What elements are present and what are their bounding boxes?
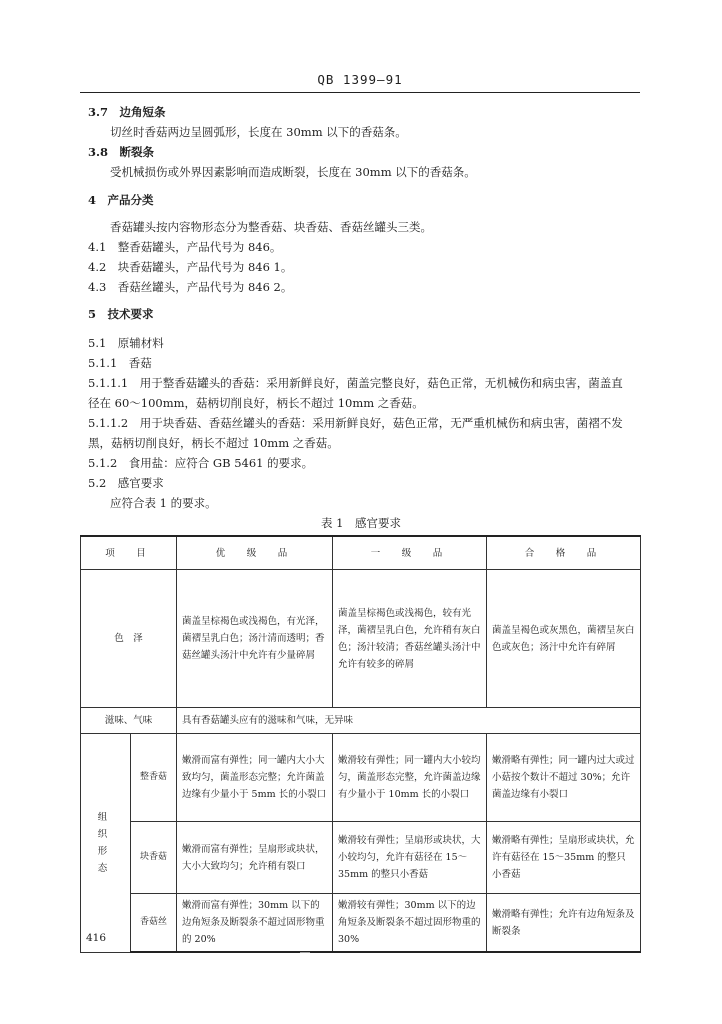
section-4-1: 4.1 整香菇罐头，产品代号为 846。: [88, 240, 282, 254]
section-5-1: 5.1 原辅材料: [88, 336, 164, 350]
table-caption: 表 1 感官要求: [321, 516, 401, 530]
header-qualified: 合 格 品: [487, 536, 641, 570]
form-shred-qualified: 嫩滑略有弹性；允许有边角短条及断裂条: [487, 894, 641, 953]
form-whole-label: 整香菇: [131, 734, 177, 822]
table-header-row: [81, 536, 641, 570]
section-4-title: 4 产品分类: [88, 193, 154, 207]
scan-mark: [300, 952, 310, 953]
standard-code-header: QB 1399—91: [317, 72, 403, 87]
color-excellent: 菌盖呈棕褐色或浅褐色，有光泽，菌褶呈乳白色；汤汁清而透明；香菇丝罐头汤汁中允许有少量碎屑: [177, 570, 333, 708]
section-4-body: 香菇罐头按内容物形态分为整香菇、块香菇、香菇丝罐头三类。: [110, 220, 432, 234]
row-color: [81, 570, 641, 708]
form-whole-first: 嫩滑较有弹性；同一罐内大小较均匀，菌盖形态完整，允许菌盖边缘有少量小于 10mm 长的小裂口: [333, 734, 487, 822]
row-color-label: 色 泽: [81, 570, 177, 708]
row-flavor-label: 滋味、气味: [81, 708, 177, 734]
section-3-8-title: 3.8 断裂条: [88, 145, 155, 159]
section-3-7-body: 切丝时香菇两边呈圆弧形，长度在 30mm 以下的香菇条。: [110, 125, 407, 139]
section-5-1-1-2-line2: 黑，菇柄切削良好，柄长不超过 10mm 之香菇。: [88, 436, 339, 450]
row-form-block: [81, 822, 641, 894]
header-excellent: 优 级 品: [177, 536, 333, 570]
page-number: 416: [86, 932, 107, 944]
color-qualified: 菌盖呈褐色或灰黑色，菌褶呈灰白色或灰色；汤汁中允许有碎屑: [487, 570, 641, 708]
section-4-2: 4.2 块香菇罐头，产品代号为 846 1。: [88, 260, 293, 274]
row-form-whole: [81, 734, 641, 822]
form-shred-excellent: 嫩滑而富有弹性；30mm 以下的边角短条及断裂条不超过固形物重的 20%: [177, 894, 333, 953]
form-block-label: 块香菇: [131, 822, 177, 894]
section-5-2-body: 应符合表 1 的要求。: [110, 496, 217, 510]
section-5-1-1-1-line1: 5.1.1.1 用于整香菇罐头的香菇：采用新鲜良好，菌盖完整良好，菇色正常，无机械伤和病虫害，菌盖直: [88, 376, 623, 390]
form-shred-label: 香菇丝: [131, 894, 177, 953]
form-block-first: 嫩滑较有弹性；呈扇形或块状，大小较均匀，允许有菇径在 15～35mm 的整只小香菇: [333, 822, 487, 894]
form-whole-excellent: 嫩滑而富有弹性；同一罐内大小大致均匀，菌盖形态完整；允许菌盖边缘有少量小于 5mm 长的小裂口: [177, 734, 333, 822]
section-5-1-1: 5.1.1 香菇: [88, 356, 152, 370]
row-flavor: [81, 708, 641, 734]
section-3-7-title: 3.7 边角短条: [88, 105, 166, 119]
section-3-8-body: 受机械损伤或外界因素影响而造成断裂，长度在 30mm 以下的香菇条。: [110, 165, 476, 179]
form-block-excellent: 嫩滑而富有弹性；呈扇形或块状，大小大致均匀；允许稍有裂口: [177, 822, 333, 894]
section-5-1-1-2-line1: 5.1.1.2 用于块香菇、香菇丝罐头的香菇：采用新鲜良好，菇色正常，无严重机械伤和病虫害，菌褶不发: [88, 416, 623, 430]
color-first: 菌盖呈棕褐色或浅褐色，较有光泽，菌褶呈乳白色，允许稍有灰白色；汤汁较清；香菇丝罐头汤汁中允许有较多的碎屑: [333, 570, 487, 708]
sensory-requirements-table: [80, 535, 641, 953]
header-first: 一 级 品: [333, 536, 487, 570]
section-5-1-2: 5.1.2 食用盐：应符合 GB 5461 的要求。: [88, 456, 314, 470]
section-5-title: 5 技术要求: [88, 307, 154, 321]
section-5-1-1-1-line2: 径在 60～100mm，菇柄切削良好，柄长不超过 10mm 之香菇。: [88, 396, 424, 410]
section-4-3: 4.3 香菇丝罐头，产品代号为 846 2。: [88, 280, 293, 294]
section-5-2: 5.2 感官要求: [88, 476, 164, 490]
row-form-label: 组 织 形 态: [81, 734, 131, 953]
header-item: 项 目: [81, 536, 177, 570]
row-form-shred: [81, 894, 641, 953]
form-shred-first: 嫩滑较有弹性；30mm 以下的边角短条及断裂条不超过固形物重的 30%: [333, 894, 487, 953]
form-block-qualified: 嫩滑略有弹性；呈扇形或块状，允许有菇径在 15～35mm 的整只小香菇: [487, 822, 641, 894]
flavor-text: 具有香菇罐头应有的滋味和气味，无异味: [177, 708, 641, 734]
header-rule: [80, 92, 640, 93]
form-whole-qualified: 嫩滑略有弹性；同一罐内过大或过小菇按个数计不超过 30%；允许菌盖边缘有小裂口: [487, 734, 641, 822]
